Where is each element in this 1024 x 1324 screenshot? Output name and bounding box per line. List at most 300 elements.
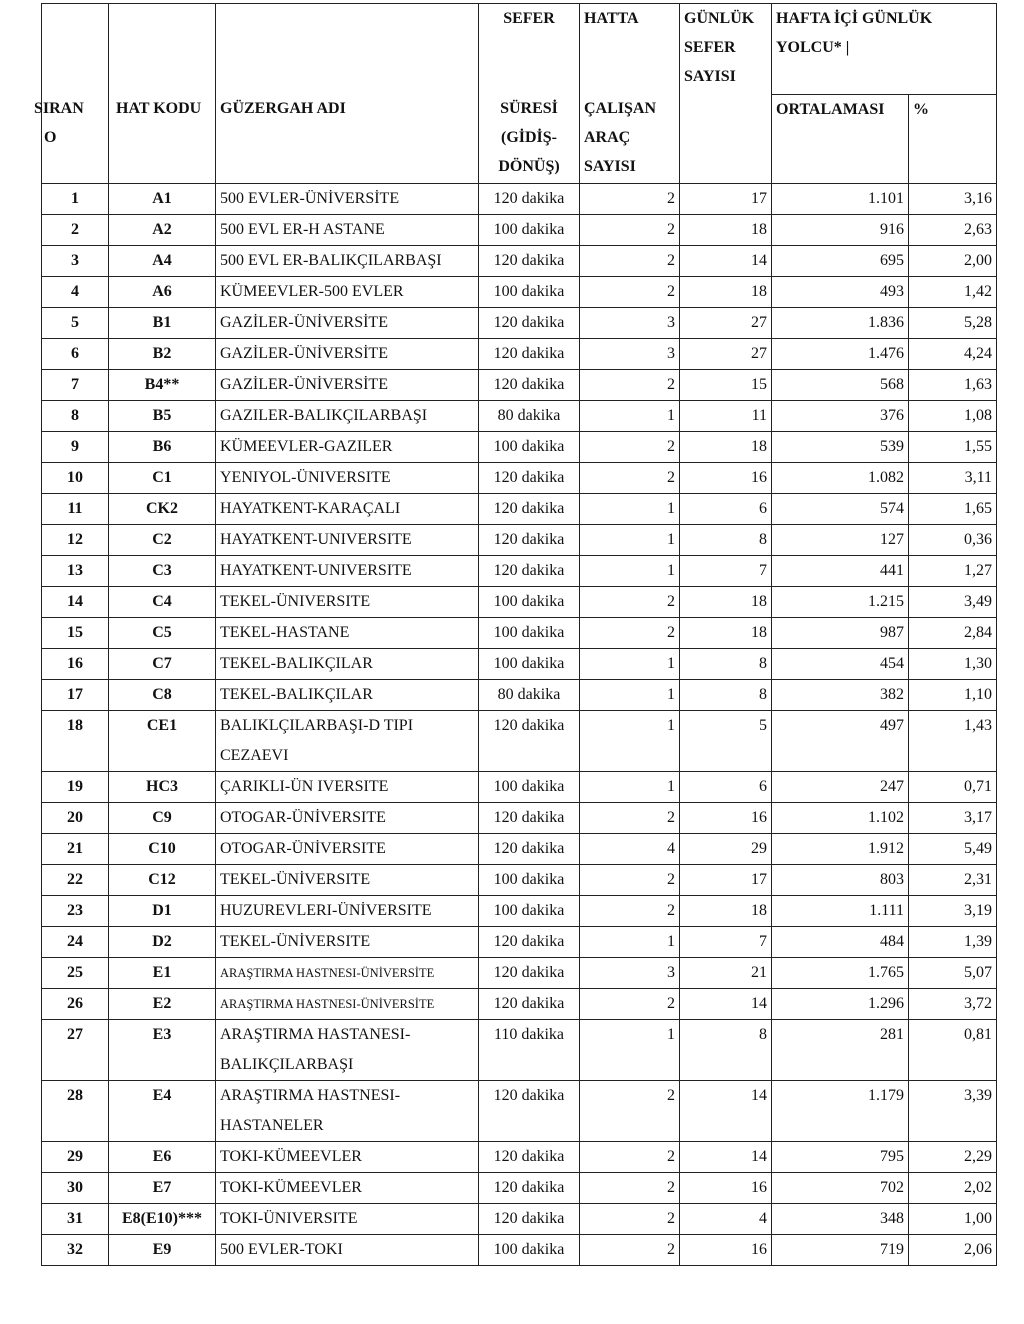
sefer-sayisi-cell: 15: [680, 370, 772, 401]
arac-sayisi-cell: 2: [580, 1081, 680, 1142]
yolcu-ortalamasi-cell: 574: [772, 494, 909, 525]
arac-sayisi-cell: 2: [580, 463, 680, 494]
arac-sayisi-cell: 2: [580, 277, 680, 308]
guzergah-line: TEKEL-ÜNİVERSITE: [220, 933, 371, 950]
sefer-sayisi-cell: 16: [680, 463, 772, 494]
sefer-suresi-cell: 100 dakika: [479, 277, 580, 308]
yuzde-cell: 3,19: [909, 896, 997, 927]
yuzde-cell: 2,06: [909, 1235, 997, 1266]
guzergah-line: BALIKLÇILARBAŞI-D TIPI: [220, 717, 414, 734]
sefer-suresi-cell: 100 dakika: [479, 215, 580, 246]
yuzde-cell: 5,07: [909, 958, 997, 989]
hat-kodu-cell: C8: [109, 680, 216, 711]
guzergah-cell: [216, 587, 479, 618]
sefer-sayisi-cell: 7: [680, 556, 772, 587]
yuzde-cell: 1,42: [909, 277, 997, 308]
yolcu-ortalamasi-cell: 702: [772, 1173, 909, 1204]
guzergah-cell: [216, 525, 479, 556]
yuzde-cell: 0,71: [909, 772, 997, 803]
yolcu-ortalamasi-cell: 568: [772, 370, 909, 401]
guzergah-cell: [216, 556, 479, 587]
sefer-suresi-cell: 120 dakika: [479, 525, 580, 556]
hat-kodu-cell: C7: [109, 649, 216, 680]
sefer-suresi-cell: 120 dakika: [479, 308, 580, 339]
route-table-container: [34, 3, 996, 1266]
arac-sayisi-cell: 4: [580, 834, 680, 865]
table-row: [42, 525, 997, 556]
sefer-suresi-cell: 100 dakika: [479, 772, 580, 803]
yolcu-ortalamasi-cell: 1.836: [772, 308, 909, 339]
guzergah-cell: [216, 494, 479, 525]
hat-kodu-cell: E7: [109, 1173, 216, 1204]
sefer-suresi-cell: 120 dakika: [479, 370, 580, 401]
arac-sayisi-cell: 3: [580, 308, 680, 339]
guzergah-line: TOKI-ÜNIVERSITE: [220, 1210, 358, 1227]
header-sefer-suresi: [479, 4, 580, 184]
arac-sayisi-cell: 2: [580, 432, 680, 463]
table-row: [42, 401, 997, 432]
hat-kodu-cell: E6: [109, 1142, 216, 1173]
yuzde-cell: 1,27: [909, 556, 997, 587]
header-sira-no-line2: O: [44, 129, 57, 146]
sefer-suresi-cell: 100 dakika: [479, 896, 580, 927]
table-row: [42, 432, 997, 463]
row-number: 32: [42, 1235, 109, 1266]
sefer-suresi-cell: 120 dakika: [479, 1142, 580, 1173]
header-gunluk-line3: SAYISI: [684, 68, 736, 85]
header-hafta-ici: [772, 4, 997, 95]
table-row: [42, 1204, 997, 1235]
yolcu-ortalamasi-cell: 441: [772, 556, 909, 587]
table-row: [42, 989, 997, 1020]
table-row: [42, 896, 997, 927]
guzergah-line: HAYATKENT-UNIVERSITE: [220, 562, 412, 579]
table-row: [42, 1081, 997, 1142]
arac-sayisi-cell: 1: [580, 649, 680, 680]
sefer-sayisi-cell: 16: [680, 1173, 772, 1204]
yuzde-cell: 1,39: [909, 927, 997, 958]
table-row: [42, 1173, 997, 1204]
guzergah-cell: [216, 246, 479, 277]
sefer-suresi-cell: 120 dakika: [479, 494, 580, 525]
header-ortalamasi: [772, 95, 909, 184]
guzergah-cell: [216, 1204, 479, 1235]
row-number: 10: [42, 463, 109, 494]
table-row: [42, 711, 997, 772]
yuzde-cell: 0,81: [909, 1020, 997, 1081]
hat-kodu-cell: E8(E10)***: [109, 1204, 216, 1235]
hat-kodu-cell: B5: [109, 401, 216, 432]
yolcu-ortalamasi-cell: 1.111: [772, 896, 909, 927]
hat-kodu-cell: HC3: [109, 772, 216, 803]
sefer-sayisi-cell: 16: [680, 1235, 772, 1266]
sefer-suresi-cell: 100 dakika: [479, 618, 580, 649]
guzergah-line: CEZAEVI: [220, 747, 289, 764]
yolcu-ortalamasi-cell: 916: [772, 215, 909, 246]
sefer-sayisi-cell: 18: [680, 277, 772, 308]
yolcu-ortalamasi-cell: 127: [772, 525, 909, 556]
row-number: 30: [42, 1173, 109, 1204]
sefer-suresi-cell: 100 dakika: [479, 865, 580, 896]
yolcu-ortalamasi-cell: 497: [772, 711, 909, 772]
sefer-suresi-cell: 120 dakika: [479, 989, 580, 1020]
sefer-suresi-cell: 120 dakika: [479, 1081, 580, 1142]
yolcu-ortalamasi-cell: 795: [772, 1142, 909, 1173]
header-sira-no-line1: SIRAN: [34, 100, 84, 117]
guzergah-cell: [216, 989, 479, 1020]
guzergah-cell: [216, 1173, 479, 1204]
row-number: 9: [42, 432, 109, 463]
header-sefer-suresi-line4: DÖNÜŞ): [498, 158, 560, 175]
sefer-sayisi-cell: 27: [680, 339, 772, 370]
sefer-sayisi-cell: 7: [680, 927, 772, 958]
sefer-sayisi-cell: 18: [680, 432, 772, 463]
row-number: 6: [42, 339, 109, 370]
yolcu-ortalamasi-cell: 281: [772, 1020, 909, 1081]
yuzde-cell: 1,30: [909, 649, 997, 680]
row-number: 7: [42, 370, 109, 401]
hat-kodu-cell: D1: [109, 896, 216, 927]
arac-sayisi-cell: 2: [580, 246, 680, 277]
guzergah-line: KÜMEEVLER-500 EVLER: [220, 283, 404, 300]
guzergah-cell: [216, 649, 479, 680]
sefer-sayisi-cell: 27: [680, 308, 772, 339]
row-number: 29: [42, 1142, 109, 1173]
table-row: [42, 927, 997, 958]
arac-sayisi-cell: 1: [580, 772, 680, 803]
yuzde-cell: 4,24: [909, 339, 997, 370]
row-number: 22: [42, 865, 109, 896]
sefer-sayisi-cell: 18: [680, 618, 772, 649]
sefer-sayisi-cell: 14: [680, 1081, 772, 1142]
guzergah-line: HASTANELER: [220, 1117, 324, 1134]
table-row: [42, 587, 997, 618]
guzergah-line: OTOGAR-ÜNİVERSITE: [220, 809, 386, 826]
guzergah-cell: [216, 711, 479, 772]
table-row: [42, 1235, 997, 1266]
header-sira-no: [34, 4, 109, 184]
guzergah-line: TEKEL-ÜNİVERSITE: [220, 871, 371, 888]
sefer-sayisi-cell: 14: [680, 1142, 772, 1173]
hat-kodu-cell: A1: [109, 184, 216, 215]
yuzde-cell: 1,65: [909, 494, 997, 525]
guzergah-cell: [216, 803, 479, 834]
hat-kodu-cell: B1: [109, 308, 216, 339]
row-number: 14: [42, 587, 109, 618]
guzergah-line: TEKEL-BALIKÇILAR: [220, 686, 373, 703]
hat-kodu-cell: C12: [109, 865, 216, 896]
yuzde-cell: 2,29: [909, 1142, 997, 1173]
guzergah-cell: [216, 277, 479, 308]
row-number: 11: [42, 494, 109, 525]
header-hafta-line1: HAFTA İÇİ GÜNLÜK: [776, 10, 933, 27]
sefer-sayisi-cell: 17: [680, 865, 772, 896]
arac-sayisi-cell: 2: [580, 1204, 680, 1235]
guzergah-line: 500 EVL ER-BALIKÇILARBAŞI: [220, 252, 442, 269]
row-number: 26: [42, 989, 109, 1020]
header-hatta-line2: ÇALIŞAN: [584, 100, 657, 117]
sefer-suresi-cell: 120 dakika: [479, 958, 580, 989]
header-hatta-calisan: [580, 4, 680, 184]
arac-sayisi-cell: 2: [580, 1142, 680, 1173]
sefer-sayisi-cell: 4: [680, 1204, 772, 1235]
guzergah-line: GAZILER-BALIKÇILARBAŞI: [220, 407, 428, 424]
table-row: [42, 339, 997, 370]
header-yuzde-text: %: [913, 101, 929, 118]
header-ortalamasi-text: ORTALAMASI: [776, 101, 885, 118]
table-row: [42, 277, 997, 308]
guzergah-line: YENIYOL-ÜNIVERSITE: [220, 469, 391, 486]
arac-sayisi-cell: 1: [580, 556, 680, 587]
table-body: [42, 184, 997, 1266]
guzergah-cell: [216, 463, 479, 494]
guzergah-line: ARAŞTIRMA HASTNESI-ÜNİVERSİTE: [220, 966, 435, 980]
hat-kodu-cell: B4**: [109, 370, 216, 401]
hat-kodu-cell: C4: [109, 587, 216, 618]
header-gunluk-line1: GÜNLÜK: [684, 10, 755, 27]
row-number: 16: [42, 649, 109, 680]
guzergah-line: 500 EVLER-TOKI: [220, 1241, 343, 1258]
guzergah-line: OTOGAR-ÜNİVERSITE: [220, 840, 386, 857]
yuzde-cell: 1,00: [909, 1204, 997, 1235]
table-row: [42, 1142, 997, 1173]
arac-sayisi-cell: 1: [580, 927, 680, 958]
sefer-sayisi-cell: 14: [680, 989, 772, 1020]
yolcu-ortalamasi-cell: 484: [772, 927, 909, 958]
row-number: 5: [42, 308, 109, 339]
guzergah-line: 500 EVL ER-H ASTANE: [220, 221, 385, 238]
arac-sayisi-cell: 1: [580, 494, 680, 525]
arac-sayisi-cell: 2: [580, 370, 680, 401]
sefer-suresi-cell: 110 dakika: [479, 1020, 580, 1081]
sefer-suresi-cell: 120 dakika: [479, 184, 580, 215]
guzergah-line: GAZİLER-ÜNİVERSİTE: [220, 314, 388, 331]
header-sefer-suresi-line2: SÜRESİ: [500, 100, 558, 117]
sefer-sayisi-cell: 5: [680, 711, 772, 772]
sefer-suresi-cell: 100 dakika: [479, 587, 580, 618]
hat-kodu-cell: E4: [109, 1081, 216, 1142]
row-number: 19: [42, 772, 109, 803]
row-number: 21: [42, 834, 109, 865]
yuzde-cell: 3,39: [909, 1081, 997, 1142]
sefer-suresi-cell: 120 dakika: [479, 834, 580, 865]
yolcu-ortalamasi-cell: 454: [772, 649, 909, 680]
sefer-suresi-cell: 80 dakika: [479, 680, 580, 711]
header-hat-kodu: [109, 4, 216, 184]
arac-sayisi-cell: 1: [580, 680, 680, 711]
guzergah-line: GAZİLER-ÜNİVERSİTE: [220, 376, 388, 393]
guzergah-cell: [216, 865, 479, 896]
guzergah-line: ÇARIKLI-ÜN IVERSITE: [220, 778, 389, 795]
row-number: 28: [42, 1081, 109, 1142]
guzergah-cell: [216, 618, 479, 649]
arac-sayisi-cell: 3: [580, 339, 680, 370]
table-row: [42, 680, 997, 711]
sefer-suresi-cell: 100 dakika: [479, 649, 580, 680]
arac-sayisi-cell: 3: [580, 958, 680, 989]
yolcu-ortalamasi-cell: 1.082: [772, 463, 909, 494]
sefer-suresi-cell: 120 dakika: [479, 803, 580, 834]
sefer-sayisi-cell: 18: [680, 896, 772, 927]
sefer-sayisi-cell: 29: [680, 834, 772, 865]
guzergah-cell: [216, 772, 479, 803]
table-row: [42, 246, 997, 277]
guzergah-cell: [216, 215, 479, 246]
hat-kodu-cell: C9: [109, 803, 216, 834]
sefer-sayisi-cell: 18: [680, 587, 772, 618]
yolcu-ortalamasi-cell: 1.179: [772, 1081, 909, 1142]
sefer-sayisi-cell: 16: [680, 803, 772, 834]
yuzde-cell: 1,08: [909, 401, 997, 432]
yuzde-cell: 2,00: [909, 246, 997, 277]
yolcu-ortalamasi-cell: 1.215: [772, 587, 909, 618]
yolcu-ortalamasi-cell: 987: [772, 618, 909, 649]
arac-sayisi-cell: 2: [580, 865, 680, 896]
yolcu-ortalamasi-cell: 695: [772, 246, 909, 277]
hat-kodu-cell: A2: [109, 215, 216, 246]
arac-sayisi-cell: 1: [580, 401, 680, 432]
yolcu-ortalamasi-cell: 803: [772, 865, 909, 896]
yuzde-cell: 1,10: [909, 680, 997, 711]
arac-sayisi-cell: 2: [580, 896, 680, 927]
row-number: 18: [42, 711, 109, 772]
header-guzergah-adi: [216, 4, 479, 184]
guzergah-line: HAYATKENT-KARAÇALI: [220, 500, 401, 517]
guzergah-cell: [216, 339, 479, 370]
sefer-suresi-cell: 120 dakika: [479, 463, 580, 494]
guzergah-cell: [216, 1081, 479, 1142]
table-row: [42, 772, 997, 803]
hat-kodu-cell: C2: [109, 525, 216, 556]
table-row: [42, 215, 997, 246]
guzergah-line: ARAŞTIRMA HASTANESI-: [220, 1026, 411, 1043]
sefer-suresi-cell: 80 dakika: [479, 401, 580, 432]
row-number: 25: [42, 958, 109, 989]
yuzde-cell: 0,36: [909, 525, 997, 556]
header-gunluk-sefer: [680, 4, 772, 184]
table-row: [42, 618, 997, 649]
row-number: 2: [42, 215, 109, 246]
guzergah-line: TEKEL-HASTANE: [220, 624, 350, 641]
guzergah-line: HUZUREVLERI-ÜNİVERSITE: [220, 902, 432, 919]
guzergah-line: GAZİLER-ÜNİVERSİTE: [220, 345, 388, 362]
sefer-suresi-cell: 120 dakika: [479, 711, 580, 772]
guzergah-cell: [216, 958, 479, 989]
sefer-suresi-cell: 120 dakika: [479, 246, 580, 277]
sefer-suresi-cell: 120 dakika: [479, 556, 580, 587]
guzergah-line: ARAŞTIRMA HASTNESI-: [220, 1087, 401, 1104]
table-row: [42, 494, 997, 525]
arac-sayisi-cell: 2: [580, 989, 680, 1020]
sefer-sayisi-cell: 8: [680, 680, 772, 711]
yolcu-ortalamasi-cell: 376: [772, 401, 909, 432]
guzergah-cell: [216, 834, 479, 865]
row-number: 15: [42, 618, 109, 649]
arac-sayisi-cell: 1: [580, 711, 680, 772]
sefer-suresi-cell: 120 dakika: [479, 927, 580, 958]
hat-kodu-cell: B2: [109, 339, 216, 370]
sefer-sayisi-cell: 8: [680, 649, 772, 680]
header-guzergah-adi-text: GÜZERGAH ADI: [220, 100, 346, 117]
guzergah-cell: [216, 432, 479, 463]
hat-kodu-cell: C5: [109, 618, 216, 649]
yuzde-cell: 2,31: [909, 865, 997, 896]
arac-sayisi-cell: 1: [580, 1020, 680, 1081]
sefer-sayisi-cell: 11: [680, 401, 772, 432]
guzergah-cell: [216, 680, 479, 711]
hat-kodu-cell: C3: [109, 556, 216, 587]
table-row: [42, 1020, 997, 1081]
guzergah-line: TOKI-KÜMEEVLER: [220, 1148, 362, 1165]
yuzde-cell: 1,43: [909, 711, 997, 772]
guzergah-line: TOKI-KÜMEEVLER: [220, 1179, 362, 1196]
guzergah-cell: [216, 896, 479, 927]
arac-sayisi-cell: 2: [580, 618, 680, 649]
row-number: 20: [42, 803, 109, 834]
sefer-sayisi-cell: 17: [680, 184, 772, 215]
arac-sayisi-cell: 2: [580, 1173, 680, 1204]
arac-sayisi-cell: 2: [580, 184, 680, 215]
yuzde-cell: 3,16: [909, 184, 997, 215]
header-hatta-line1: HATTA: [584, 10, 639, 27]
header-hatta-line4: SAYISI: [584, 158, 636, 175]
sefer-sayisi-cell: 8: [680, 525, 772, 556]
sefer-suresi-cell: 120 dakika: [479, 1204, 580, 1235]
yuzde-cell: 1,63: [909, 370, 997, 401]
arac-sayisi-cell: 2: [580, 587, 680, 618]
guzergah-line: ARAŞTIRMA HASTNESI-ÜNİVERSİTE: [220, 997, 435, 1011]
guzergah-cell: [216, 184, 479, 215]
guzergah-cell: [216, 401, 479, 432]
hat-kodu-cell: B6: [109, 432, 216, 463]
table-row: [42, 184, 997, 215]
yuzde-cell: 3,72: [909, 989, 997, 1020]
hat-kodu-cell: E9: [109, 1235, 216, 1266]
yolcu-ortalamasi-cell: 1.296: [772, 989, 909, 1020]
table-row: [42, 308, 997, 339]
table-row: [42, 649, 997, 680]
guzergah-line: 500 EVLER-ÜNİVERSİTE: [220, 190, 400, 207]
header-hatta-line3: ARAÇ: [584, 129, 631, 146]
yolcu-ortalamasi-cell: 1.912: [772, 834, 909, 865]
yuzde-cell: 2,63: [909, 215, 997, 246]
yuzde-cell: 3,17: [909, 803, 997, 834]
guzergah-cell: [216, 308, 479, 339]
header-yuzde: [909, 95, 997, 184]
hat-kodu-cell: CE1: [109, 711, 216, 772]
table-row: [42, 803, 997, 834]
sefer-sayisi-cell: 14: [680, 246, 772, 277]
yuzde-cell: 2,02: [909, 1173, 997, 1204]
table-row: [42, 463, 997, 494]
yolcu-ortalamasi-cell: 382: [772, 680, 909, 711]
sefer-sayisi-cell: 8: [680, 1020, 772, 1081]
hat-kodu-cell: CK2: [109, 494, 216, 525]
row-number: 24: [42, 927, 109, 958]
table-row: [42, 370, 997, 401]
yolcu-ortalamasi-cell: 1.476: [772, 339, 909, 370]
row-number: 17: [42, 680, 109, 711]
row-number: 23: [42, 896, 109, 927]
sefer-suresi-cell: 100 dakika: [479, 432, 580, 463]
table-row: [42, 834, 997, 865]
row-number: 27: [42, 1020, 109, 1081]
yuzde-cell: 3,49: [909, 587, 997, 618]
arac-sayisi-cell: 2: [580, 1235, 680, 1266]
guzergah-line: TEKEL-ÜNIVERSITE: [220, 593, 371, 610]
hat-kodu-cell: C1: [109, 463, 216, 494]
yuzde-cell: 5,49: [909, 834, 997, 865]
